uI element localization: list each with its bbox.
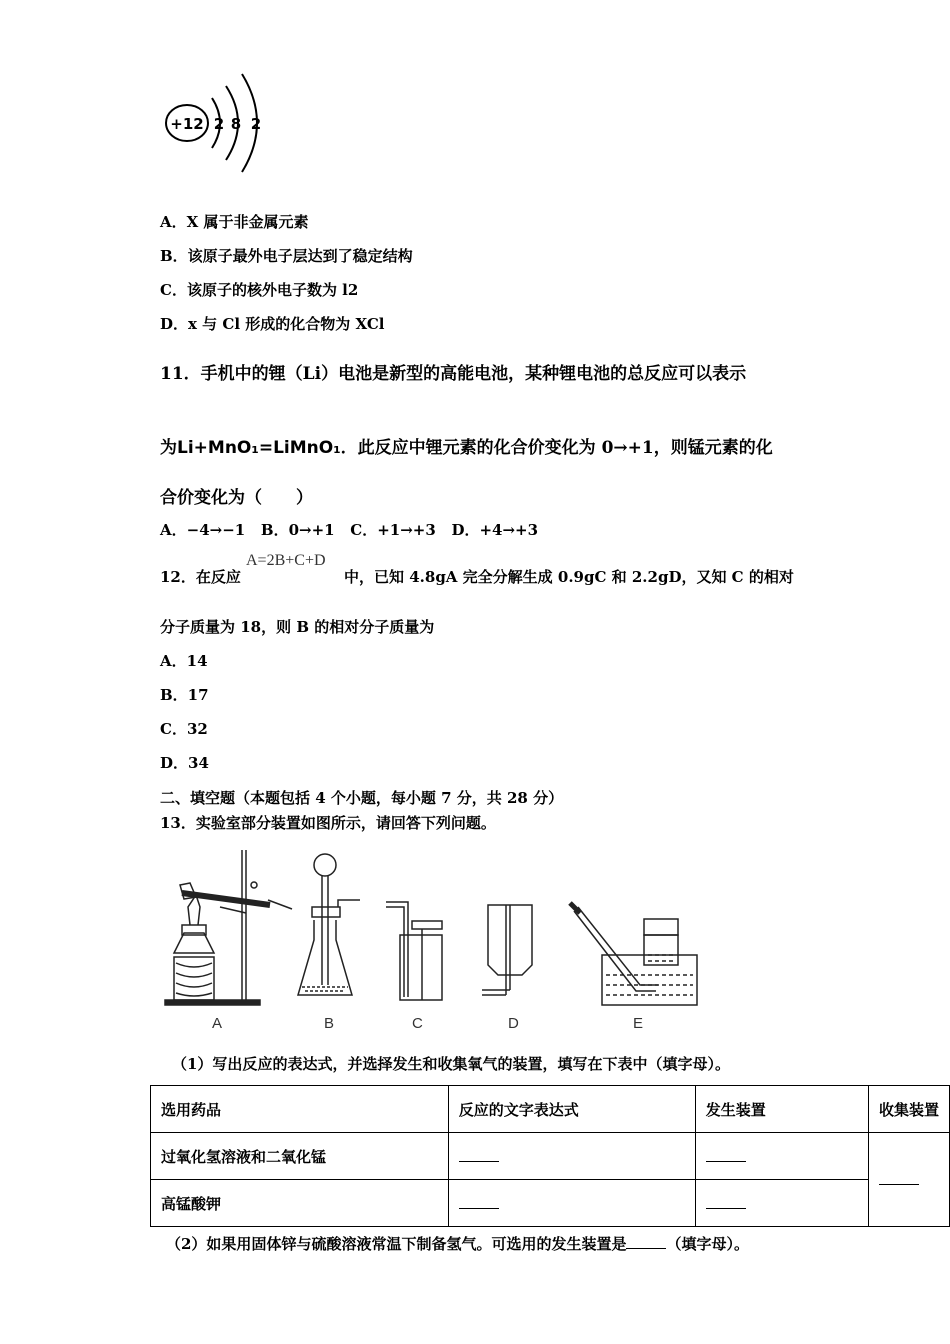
q11-option-a: A．−4→−1 — [160, 521, 246, 539]
apparatus-b — [298, 854, 360, 995]
q12-equation: A=2B+C+D — [246, 552, 326, 569]
apparatus-label-e: E — [633, 1015, 644, 1032]
q12-line-2: 分子质量为 18，则 B 的相对分子质量为 — [160, 618, 435, 636]
header-collector: 收集装置 — [868, 1086, 949, 1133]
row-1-generator[interactable] — [695, 1133, 868, 1180]
apparatus-label-b: B — [324, 1015, 335, 1032]
apparatus-d — [482, 905, 532, 995]
q13-line-1: 13．实验室部分装置如图所示，请回答下列问题。 — [160, 814, 496, 832]
apparatus-c — [386, 902, 442, 1000]
q11-line-2-prefix: 为 — [160, 438, 177, 458]
q12-option-c: C．32 — [160, 720, 208, 738]
header-expression: 反应的文字表达式 — [448, 1086, 695, 1133]
q11-line-2-suffix: ．此反应中锂元素的化合价变化为 0→+1，则锰元素的化 — [340, 438, 773, 458]
q11-option-c: C．+1→+3 — [350, 521, 436, 539]
nucleus-charge: +12 — [170, 115, 204, 133]
q13-sub-2 — [166, 1233, 749, 1254]
q13-sub-2-prefix: （2）如果用固体锌与硫酸溶液常温下制备氢气。可选用的发生装置是 — [166, 1235, 627, 1253]
q10-option-a: A．X 属于非金属元素 — [160, 213, 309, 231]
apparatus-label-d: D — [508, 1015, 519, 1032]
row-2-expression-blank[interactable] — [459, 1194, 499, 1209]
table-row — [151, 1180, 950, 1227]
shell-2-count: 8 — [230, 115, 242, 133]
row-1-expression-blank[interactable] — [459, 1147, 499, 1162]
q10-option-c: C．该原子的核外电子数为 l2 — [160, 281, 359, 299]
header-reagent: 选用药品 — [151, 1086, 449, 1133]
apparatus-label-a: A — [212, 1015, 223, 1032]
section-2-heading: 二、填空题（本题包括 4 个小题，每小题 7 分，共 28 分） — [160, 789, 564, 807]
q11-line-3: 合价变化为（ ） — [160, 488, 313, 508]
shell-3-count: 2 — [250, 115, 262, 133]
q11-line-1: 11．手机中的锂（Li）电池是新型的高能电池，某种锂电池的总反应可以表示 — [160, 364, 747, 384]
row-2-generator[interactable] — [695, 1180, 868, 1227]
apparatus-e — [570, 903, 697, 1005]
q10-option-d: D．x 与 Cl 形成的化合物为 XCl — [160, 315, 385, 333]
row-2-reagent: 高锰酸钾 — [151, 1180, 449, 1227]
q12-suffix: 中，已知 4.8gA 完全分解生成 0.9gC 和 2.2gD，又知 C 的相对 — [344, 568, 794, 586]
q11-option-b: B．0→+1 — [260, 521, 335, 539]
apparatus-a — [165, 850, 292, 1005]
row-1-generator-blank[interactable] — [706, 1147, 746, 1162]
q11-option-d: D．+4→+3 — [451, 521, 539, 539]
q13-sub-2-suffix: （填字母）。 — [666, 1235, 749, 1253]
table-row — [151, 1133, 950, 1180]
q11-options — [160, 519, 538, 540]
apparatus-label-c: C — [412, 1015, 423, 1032]
q13-sub-2-blank[interactable] — [626, 1234, 666, 1249]
q12-option-d: D．34 — [160, 754, 209, 772]
atom-structure-diagram — [160, 70, 270, 175]
table-header-row — [151, 1086, 950, 1133]
row-1-reagent: 过氧化氢溶液和二氧化锰 — [151, 1133, 449, 1180]
row-2-expression[interactable] — [448, 1180, 695, 1227]
lab-apparatus-figure — [160, 845, 710, 1010]
q11-line-2 — [160, 433, 773, 458]
q11-equation: Li+MnO₁=LiMnO₁ — [177, 438, 341, 458]
collector-cell[interactable] — [868, 1133, 949, 1227]
answer-table — [150, 1085, 950, 1227]
q10-option-b: B．该原子最外电子层达到了稳定结构 — [160, 247, 413, 265]
header-generator: 发生装置 — [695, 1086, 868, 1133]
q12-prefix: 12．在反应 — [160, 568, 241, 586]
q12-option-b: B．17 — [160, 686, 209, 704]
q13-sub-1: （1）写出反应的表达式，并选择发生和收集氧气的装置，填写在下表中（填字母）。 — [172, 1055, 730, 1073]
collector-blank[interactable] — [879, 1170, 919, 1185]
q12-option-a: A．14 — [160, 652, 208, 670]
shell-1-count: 2 — [213, 115, 225, 133]
row-2-generator-blank[interactable] — [706, 1194, 746, 1209]
row-1-expression[interactable] — [448, 1133, 695, 1180]
